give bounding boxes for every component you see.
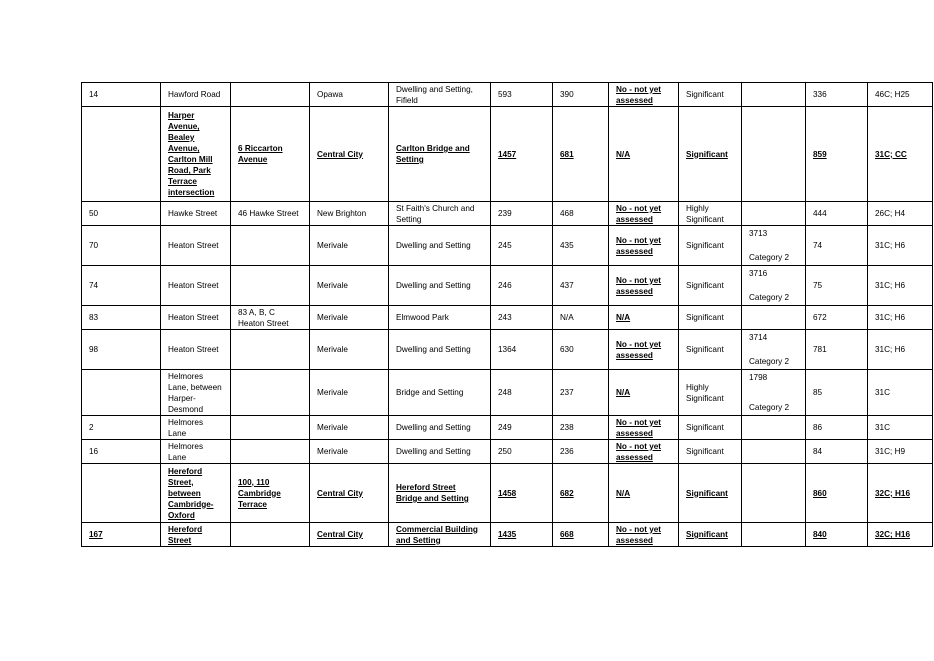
suburb-cell [310, 370, 389, 416]
alt-address-cell [231, 523, 310, 547]
assessment-cell [609, 370, 679, 416]
name-cell [389, 266, 491, 306]
suburb-cell [310, 226, 389, 266]
assessment-text: N/A [616, 313, 631, 322]
alt-address-cell [231, 226, 310, 266]
id2-text: 390 [560, 90, 574, 99]
suburb-cell [310, 523, 389, 547]
ref-cell [82, 226, 161, 266]
significance-cell [679, 226, 742, 266]
assessment-cell [609, 266, 679, 306]
ref-text: 83 [89, 313, 99, 322]
alt-address-cell [231, 107, 310, 202]
id2-text: 238 [560, 423, 574, 432]
suburb-text: Merivale [317, 313, 348, 322]
ref-text: 16 [89, 447, 99, 456]
significance-text: Significant [686, 90, 724, 99]
id1-cell [491, 370, 553, 416]
table-row [82, 266, 933, 306]
significance-cell [679, 266, 742, 306]
id2-text: 468 [560, 209, 574, 218]
suburb-cell [310, 440, 389, 464]
id1-cell [491, 416, 553, 440]
street-text: Helmores Lane, between Harper-Desmond [168, 371, 222, 414]
street-text: Hawke Street [168, 209, 218, 218]
nzhpt-number: 3716 [749, 269, 768, 278]
id3-cell [806, 226, 868, 266]
name-cell [389, 464, 491, 523]
map-text: 31C; CC [875, 149, 907, 159]
name-text: St Faith's Church and Setting [396, 203, 475, 224]
id3-cell [806, 464, 868, 523]
nzhpt-cell [742, 83, 806, 107]
ref-cell [82, 370, 161, 416]
name-text: Hereford Street Bridge and Setting [396, 483, 469, 503]
nzhpt-cell [742, 370, 806, 416]
table-row [82, 440, 933, 464]
id2-cell [553, 202, 609, 226]
suburb-cell [310, 107, 389, 202]
alt-address-cell [231, 370, 310, 416]
id2-text: 237 [560, 388, 574, 397]
nzhpt-cell [742, 202, 806, 226]
table-row [82, 202, 933, 226]
ref-text: 14 [89, 90, 99, 99]
map-text: 31C [875, 388, 891, 397]
assessment-text: No - not yet assessed [616, 275, 662, 296]
id3-cell [806, 107, 868, 202]
id1-cell [491, 330, 553, 370]
id2-cell [553, 266, 609, 306]
map-text: 31C [875, 423, 891, 432]
suburb-cell [310, 306, 389, 330]
street-cell [161, 266, 231, 306]
street-text: Heaton Street [168, 313, 219, 322]
id1-text: 239 [498, 209, 512, 218]
ref-cell [82, 523, 161, 547]
id2-text: 236 [560, 447, 574, 456]
ref-cell [82, 330, 161, 370]
suburb-text: Merivale [317, 388, 348, 397]
table-row [82, 83, 933, 107]
map-text: 32C; H16 [875, 530, 911, 539]
name-text: Dwelling and Setting [396, 281, 471, 290]
assessment-cell [609, 306, 679, 330]
assessment-text: No - not yet assessed [616, 203, 662, 224]
id1-text: 249 [498, 423, 512, 432]
id2-text: N/A [560, 313, 574, 322]
alt-address-text: 100, 110 Cambridge Terrace [238, 477, 281, 509]
name-text: Elmwood Park [396, 313, 449, 322]
nzhpt-cell [742, 226, 806, 266]
ref-text: 50 [89, 209, 99, 218]
id2-cell [553, 226, 609, 266]
street-cell [161, 523, 231, 547]
street-text: Helmores Lane [168, 441, 204, 462]
name-text: Dwelling and Setting [396, 447, 471, 456]
street-cell [161, 416, 231, 440]
id1-text: 245 [498, 241, 512, 250]
map-text: 31C; H6 [875, 313, 906, 322]
map-cell [868, 330, 933, 370]
significance-text: Significant [686, 423, 724, 432]
significance-text: Significant [686, 530, 728, 539]
name-text: Dwelling and Setting [396, 241, 471, 250]
id1-cell [491, 440, 553, 464]
assessment-text: No - not yet assessed [616, 417, 662, 438]
nzhpt-category: Category 2 [749, 293, 790, 302]
id1-cell [491, 306, 553, 330]
id2-cell [553, 107, 609, 202]
table-row [82, 107, 933, 202]
street-text: Heaton Street [168, 281, 219, 290]
assessment-cell [609, 330, 679, 370]
nzhpt-cell [742, 464, 806, 523]
name-cell [389, 416, 491, 440]
nzhpt-cell [742, 330, 806, 370]
map-text: 46C; H25 [875, 90, 910, 99]
significance-cell [679, 306, 742, 330]
nzhpt-cell [742, 306, 806, 330]
id3-cell [806, 416, 868, 440]
alt-address-cell [231, 464, 310, 523]
id1-text: 246 [498, 281, 512, 290]
id2-cell [553, 330, 609, 370]
street-text: Hawford Road [168, 90, 221, 99]
significance-cell [679, 370, 742, 416]
suburb-cell [310, 83, 389, 107]
alt-address-text: 6 Riccarton Avenue [238, 144, 283, 164]
id1-cell [491, 523, 553, 547]
nzhpt-number: 1798 [749, 373, 768, 382]
alt-address-cell [231, 202, 310, 226]
name-text: Commercial Building and Setting [396, 524, 478, 545]
ref-cell [82, 464, 161, 523]
nzhpt-cell [742, 107, 806, 202]
name-cell [389, 370, 491, 416]
ref-text: 98 [89, 345, 99, 354]
id1-cell [491, 464, 553, 523]
street-cell [161, 330, 231, 370]
id3-text: 85 [813, 388, 823, 397]
suburb-text: Central City [317, 149, 363, 159]
id1-text: 593 [498, 90, 512, 99]
street-cell [161, 202, 231, 226]
map-cell [868, 107, 933, 202]
map-cell [868, 226, 933, 266]
assessment-text: No - not yet assessed [616, 84, 662, 105]
name-cell [389, 107, 491, 202]
id3-cell [806, 202, 868, 226]
nzhpt-cell [742, 266, 806, 306]
significance-cell [679, 202, 742, 226]
street-text: Harper Avenue, Bealey Avenue, Carlton Mill Road, Park Terrace intersection [168, 111, 215, 197]
id3-text: 860 [813, 488, 827, 498]
name-text: Bridge and Setting [396, 388, 464, 397]
street-text: Heaton Street [168, 345, 219, 354]
alt-address-cell [231, 330, 310, 370]
nzhpt-cell [742, 523, 806, 547]
table-row [82, 226, 933, 266]
nzhpt-category: Category 2 [749, 357, 790, 366]
id3-text: 859 [813, 149, 827, 159]
id1-text: 1435 [498, 530, 517, 539]
assessment-text: N/A [616, 388, 631, 397]
id1-text: 248 [498, 388, 512, 397]
suburb-cell [310, 202, 389, 226]
id2-text: 435 [560, 241, 574, 250]
street-text: Helmores Lane [168, 417, 204, 438]
id3-cell [806, 330, 868, 370]
id1-text: 1364 [498, 345, 517, 354]
nzhpt-number: 3713 [749, 229, 768, 238]
assessment-text: No - not yet assessed [616, 235, 662, 256]
suburb-text: Merivale [317, 281, 348, 290]
ref-cell [82, 266, 161, 306]
suburb-text: New Brighton [317, 209, 367, 218]
street-cell [161, 107, 231, 202]
significance-cell [679, 464, 742, 523]
id2-text: 668 [560, 530, 574, 539]
ref-cell [82, 440, 161, 464]
ref-text: 74 [89, 281, 99, 290]
id3-cell [806, 370, 868, 416]
id1-cell [491, 266, 553, 306]
street-cell [161, 226, 231, 266]
nzhpt-number: 3714 [749, 333, 768, 342]
name-text: Dwelling and Setting, Fifield [396, 84, 473, 105]
assessment-text: No - not yet assessed [616, 339, 662, 360]
id3-text: 781 [813, 345, 827, 354]
name-cell [389, 202, 491, 226]
map-text: 31C; H9 [875, 447, 906, 456]
ref-cell [82, 107, 161, 202]
id2-cell [553, 83, 609, 107]
suburb-text: Central City [317, 530, 363, 539]
significance-text: Significant [686, 345, 724, 354]
id3-cell [806, 440, 868, 464]
id1-cell [491, 202, 553, 226]
nzhpt-cell [742, 416, 806, 440]
name-cell [389, 226, 491, 266]
name-cell [389, 306, 491, 330]
map-cell [868, 440, 933, 464]
id3-cell [806, 83, 868, 107]
id3-text: 74 [813, 241, 823, 250]
assessment-cell [609, 202, 679, 226]
alt-address-text: 46 Hawke Street [238, 209, 299, 218]
alt-address-cell [231, 416, 310, 440]
map-cell [868, 370, 933, 416]
significance-text: Significant [686, 313, 724, 322]
suburb-text: Merivale [317, 241, 348, 250]
significance-text: Highly Significant [686, 382, 724, 403]
table-row [82, 523, 933, 547]
id3-text: 75 [813, 281, 823, 290]
id2-cell [553, 370, 609, 416]
map-cell [868, 523, 933, 547]
street-cell [161, 440, 231, 464]
ref-cell [82, 202, 161, 226]
ref-cell [82, 83, 161, 107]
map-text: 31C; H6 [875, 241, 906, 250]
significance-cell [679, 523, 742, 547]
assessment-cell [609, 440, 679, 464]
assessment-text: N/A [616, 149, 631, 159]
id3-text: 672 [813, 313, 827, 322]
id2-cell [553, 464, 609, 523]
id1-text: 250 [498, 447, 512, 456]
map-cell [868, 83, 933, 107]
map-text: 31C; H6 [875, 345, 906, 354]
name-cell [389, 83, 491, 107]
id1-cell [491, 83, 553, 107]
street-cell [161, 370, 231, 416]
suburb-cell [310, 266, 389, 306]
id2-cell [553, 440, 609, 464]
significance-text: Significant [686, 149, 728, 159]
id2-cell [553, 523, 609, 547]
name-cell [389, 440, 491, 464]
id1-text: 1458 [498, 488, 517, 498]
id1-text: 243 [498, 313, 512, 322]
alt-address-cell [231, 83, 310, 107]
suburb-text: Merivale [317, 447, 348, 456]
significance-text: Significant [686, 241, 724, 250]
significance-cell [679, 330, 742, 370]
significance-cell [679, 83, 742, 107]
assessment-cell [609, 107, 679, 202]
assessment-cell [609, 83, 679, 107]
id2-text: 437 [560, 281, 574, 290]
ref-text: 70 [89, 241, 99, 250]
street-cell [161, 83, 231, 107]
street-cell [161, 464, 231, 523]
significance-text: Significant [686, 488, 728, 498]
map-cell [868, 266, 933, 306]
assessment-text: No - not yet assessed [616, 524, 662, 545]
alt-address-cell [231, 266, 310, 306]
map-text: 31C; H6 [875, 281, 906, 290]
alt-address-cell [231, 440, 310, 464]
assessment-cell [609, 464, 679, 523]
assessment-cell [609, 226, 679, 266]
map-cell [868, 202, 933, 226]
id3-cell [806, 266, 868, 306]
table-row [82, 416, 933, 440]
table-row [82, 370, 933, 416]
id1-cell [491, 107, 553, 202]
assessment-cell [609, 523, 679, 547]
id3-text: 86 [813, 423, 823, 432]
assessment-text: No - not yet assessed [616, 441, 662, 462]
map-cell [868, 464, 933, 523]
significance-cell [679, 416, 742, 440]
assessment-text: N/A [616, 488, 631, 498]
map-cell [868, 306, 933, 330]
id3-text: 444 [813, 209, 827, 218]
name-text: Dwelling and Setting [396, 345, 471, 354]
id2-text: 682 [560, 488, 574, 498]
name-cell [389, 330, 491, 370]
map-cell [868, 416, 933, 440]
suburb-text: Merivale [317, 423, 348, 432]
nzhpt-category: Category 2 [749, 253, 790, 262]
name-text: Dwelling and Setting [396, 423, 471, 432]
heritage-table [81, 82, 933, 547]
name-text: Carlton Bridge and Setting [396, 144, 470, 164]
id2-text: 630 [560, 345, 574, 354]
nzhpt-category: Category 2 [749, 403, 790, 412]
street-cell [161, 306, 231, 330]
assessment-cell [609, 416, 679, 440]
id2-cell [553, 416, 609, 440]
table-row [82, 330, 933, 370]
alt-address-cell [231, 306, 310, 330]
id2-cell [553, 306, 609, 330]
suburb-text: Opawa [317, 90, 343, 99]
nzhpt-cell [742, 440, 806, 464]
id3-text: 84 [813, 447, 823, 456]
name-cell [389, 523, 491, 547]
suburb-text: Merivale [317, 345, 348, 354]
map-text: 26C; H4 [875, 209, 906, 218]
id1-text: 1457 [498, 149, 517, 159]
id3-text: 840 [813, 530, 827, 539]
table-row [82, 306, 933, 330]
suburb-cell [310, 464, 389, 523]
suburb-cell [310, 330, 389, 370]
table-row [82, 464, 933, 523]
id3-cell [806, 523, 868, 547]
id1-cell [491, 226, 553, 266]
street-text: Hereford Street, between Cambridge-Oxford [168, 466, 214, 520]
suburb-cell [310, 416, 389, 440]
significance-text: Highly Significant [686, 203, 724, 224]
significance-cell [679, 107, 742, 202]
significance-cell [679, 440, 742, 464]
ref-text: 2 [89, 423, 94, 432]
ref-cell [82, 306, 161, 330]
map-text: 32C; H16 [875, 488, 911, 498]
id3-cell [806, 306, 868, 330]
suburb-text: Central City [317, 488, 363, 498]
significance-text: Significant [686, 447, 724, 456]
ref-text: 167 [89, 530, 103, 539]
ref-cell [82, 416, 161, 440]
id3-text: 336 [813, 90, 827, 99]
id2-text: 681 [560, 149, 574, 159]
significance-text: Significant [686, 281, 724, 290]
alt-address-text: 83 A, B, C Heaton Street [238, 307, 289, 328]
street-text: Heaton Street [168, 241, 219, 250]
street-text: Hereford Street [168, 524, 203, 545]
